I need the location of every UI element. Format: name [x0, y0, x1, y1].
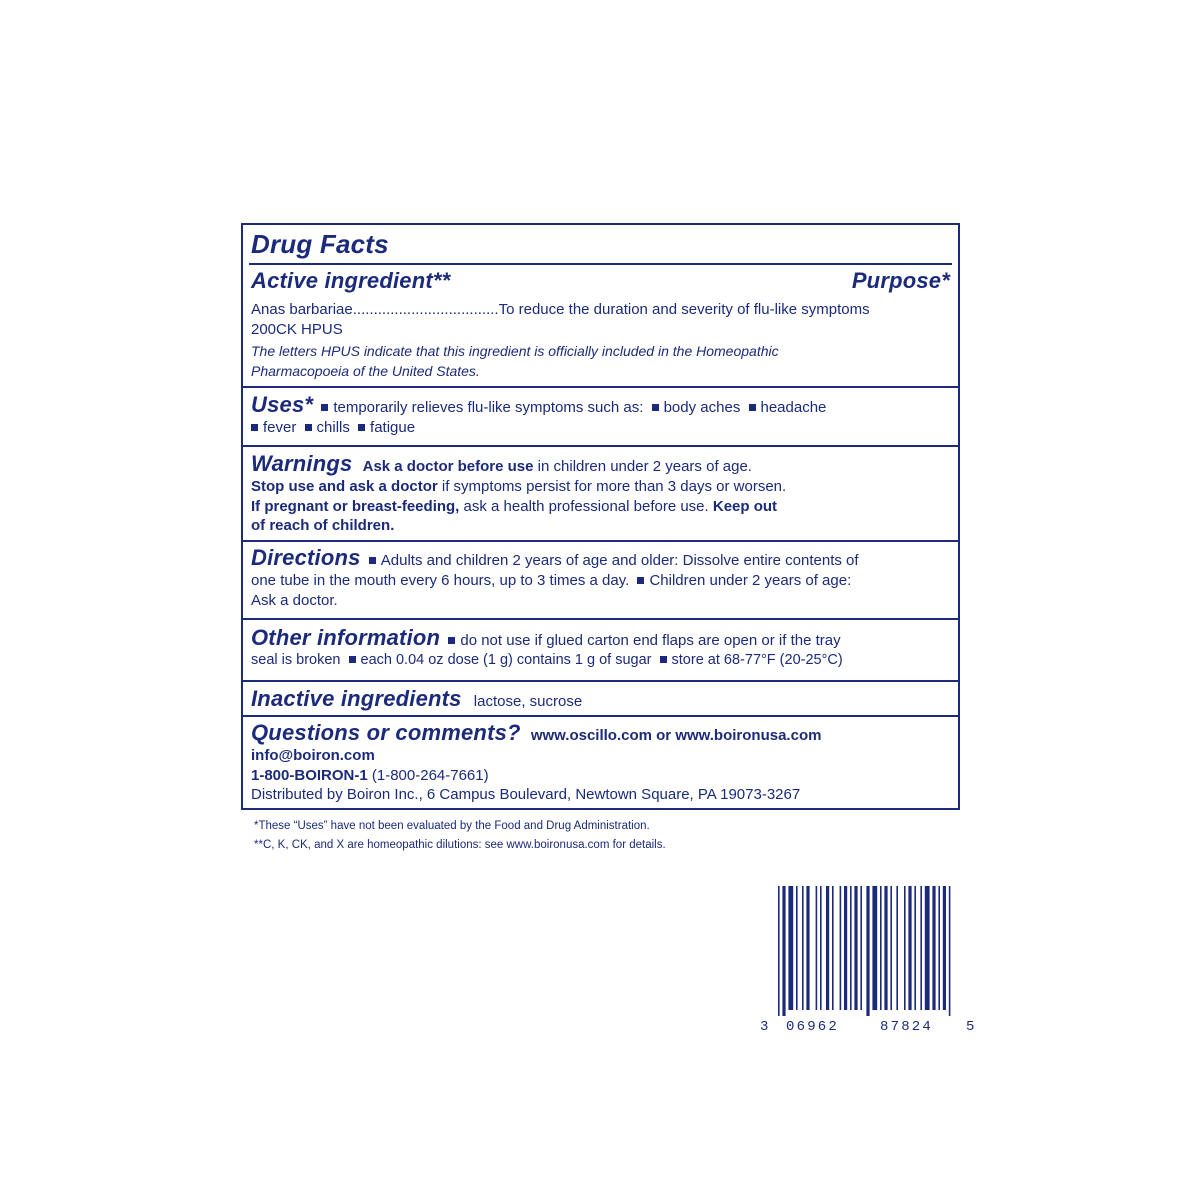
barcode-bar: [806, 886, 809, 1010]
use-item: headache: [760, 399, 827, 416]
drug-facts-title: Drug Facts: [251, 229, 389, 259]
rule-other: [243, 618, 958, 620]
barcode-bar: [880, 886, 882, 1010]
stop-use-text: if symptoms persist for more than 3 days or worsen.: [441, 478, 787, 495]
title-rule: [249, 263, 952, 265]
barcode-bar: [872, 886, 877, 1010]
use-item: chills: [316, 419, 350, 436]
keep-out-bold-2: of reach of children.: [251, 517, 395, 534]
hpus-note-line1: The letters HPUS indicate that this ingredient is officially included in the Homeopathic: [251, 343, 779, 359]
pregnant-text: ask a health professional before use.: [463, 497, 709, 515]
barcode-bar: [925, 886, 930, 1010]
barcode-bar: [778, 886, 780, 1016]
use-item: fatigue: [370, 419, 416, 436]
other-line2b: each 0.04 oz dose (1 g) contains 1 g of sugar: [360, 652, 652, 668]
barcode-bar: [840, 886, 842, 1010]
email-link[interactable]: info@boiron.com: [251, 747, 375, 764]
barcode-bar: [904, 886, 906, 1010]
websites-link[interactable]: www.oscillo.com or www.boironusa.com: [530, 727, 822, 744]
barcode-bar: [796, 886, 798, 1010]
barcode-bars: [778, 886, 974, 1016]
bullet-icon: [349, 656, 356, 663]
barcode-bar: [782, 886, 785, 1016]
directions-line2a: one tube in the mouth every 6 hours, up to 3 times a day.: [251, 572, 630, 589]
purpose-header: Purpose*: [851, 268, 950, 293]
bullet-icon: [321, 404, 328, 411]
rule-directions: [243, 540, 958, 542]
barcode-bar: [816, 886, 818, 1010]
inactive-text: lactose, sucrose: [473, 693, 583, 710]
barcode-bar: [802, 886, 804, 1010]
bullet-icon: [251, 424, 258, 431]
use-item: fever: [263, 419, 297, 436]
ask-doctor-bold: Ask a doctor before use: [362, 458, 534, 475]
stop-use-bold: Stop use and ask a doctor: [251, 478, 438, 495]
other-line2c: store at 68-77°F (20-25°C): [671, 652, 843, 668]
distributor-text: Distributed by Boiron Inc., 6 Campus Boulevard, Newtown Square, PA 19073-3267: [251, 786, 801, 803]
barcode-bar: [896, 886, 898, 1010]
keep-out-bold: Keep out: [712, 497, 778, 515]
ingredient-name: Anas barbariae: [251, 301, 353, 318]
hpus-note-line2: Pharmacopoeia of the United States.: [251, 363, 480, 379]
barcode-check-digit: 5: [966, 1019, 977, 1035]
barcode-bar: [938, 886, 940, 1010]
barcode-right-group: 87824: [880, 1019, 934, 1035]
barcode: [778, 886, 974, 1021]
active-ingredient-section: [243, 268, 958, 381]
barcode-bar: [826, 886, 829, 1010]
barcode-bar: [820, 886, 822, 1010]
barcode-bar: [860, 886, 862, 1010]
rule-questions: [243, 715, 958, 717]
barcode-left-group: 06962: [786, 1019, 840, 1035]
warnings-header: Warnings: [251, 451, 353, 476]
directions-section: [243, 545, 958, 610]
inactive-header: Inactive ingredients: [251, 686, 462, 711]
directions-line1: Adults and children 2 years of age and older: Dissolve entire contents of: [380, 552, 859, 569]
other-line2a: seal is broken: [251, 652, 341, 668]
bullet-icon: [660, 656, 667, 663]
leader-dots: ...................................: [352, 301, 499, 318]
barcode-bar: [854, 886, 857, 1010]
barcode-bar: [943, 886, 946, 1010]
bullet-icon: [749, 404, 756, 411]
bullet-icon: [637, 577, 644, 584]
phone-bold: 1-800-BOIRON-1: [251, 766, 368, 784]
barcode-bar: [932, 886, 935, 1010]
directions-line2b: Children under 2 years of age:: [649, 572, 852, 589]
bullet-icon: [448, 637, 455, 644]
ingredient-strength: 200CK HPUS: [251, 320, 343, 338]
barcode-bar: [866, 886, 869, 1016]
footnote-dilutions: **C, K, CK, and X are homeopathic dilutions: see www.boironusa.com for details.: [254, 839, 666, 851]
questions-section: [243, 720, 958, 805]
bullet-icon: [358, 424, 365, 431]
barcode-bar: [884, 886, 887, 1010]
barcode-bar: [908, 886, 911, 1010]
active-ingredient-header: Active ingredient**: [251, 268, 451, 293]
warnings-section: [243, 451, 958, 536]
use-item: body aches: [663, 399, 741, 416]
drug-facts-panel: [241, 223, 960, 810]
barcode-bar: [850, 886, 852, 1010]
inactive-section: [243, 686, 958, 712]
barcode-bar: [832, 886, 834, 1010]
barcode-bar: [914, 886, 916, 1010]
directions-line3: Ask a doctor.: [251, 591, 338, 609]
bullet-icon: [652, 404, 659, 411]
ingredient-line: [251, 300, 950, 320]
uses-section: [243, 392, 958, 438]
directions-header: Directions: [251, 545, 361, 570]
other-line1: do not use if glued carton end flaps are open or if the tray: [460, 632, 841, 649]
ask-doctor-text: in children under 2 years of age.: [537, 458, 752, 475]
other-info-section: [243, 625, 958, 671]
bullet-icon: [369, 557, 376, 564]
pregnant-bold: If pregnant or breast-feeding,: [251, 497, 460, 515]
rule-uses: [243, 386, 958, 388]
rule-inactive: [243, 680, 958, 682]
barcode-bar: [844, 886, 847, 1010]
barcode-bar: [949, 886, 951, 1016]
barcode-bar: [890, 886, 892, 1010]
uses-intro: temporarily relieves flu-like symptoms such as:: [333, 399, 644, 416]
other-info-header: Other information: [251, 625, 441, 650]
barcode-bar: [788, 886, 793, 1010]
questions-header: Questions or comments?: [251, 720, 521, 745]
barcode-bar: [920, 886, 922, 1010]
ingredient-purpose: To reduce the duration and severity of flu-like symptoms: [498, 301, 870, 318]
bullet-icon: [305, 424, 312, 431]
uses-header: Uses*: [251, 392, 314, 417]
barcode-first-digit: 3: [760, 1019, 771, 1035]
footnote-uses: *These “Uses” have not been evaluated by the Food and Drug Administration.: [254, 820, 650, 832]
rule-warnings: [243, 445, 958, 447]
phone-digits: (1-800-264-7661): [371, 766, 489, 784]
